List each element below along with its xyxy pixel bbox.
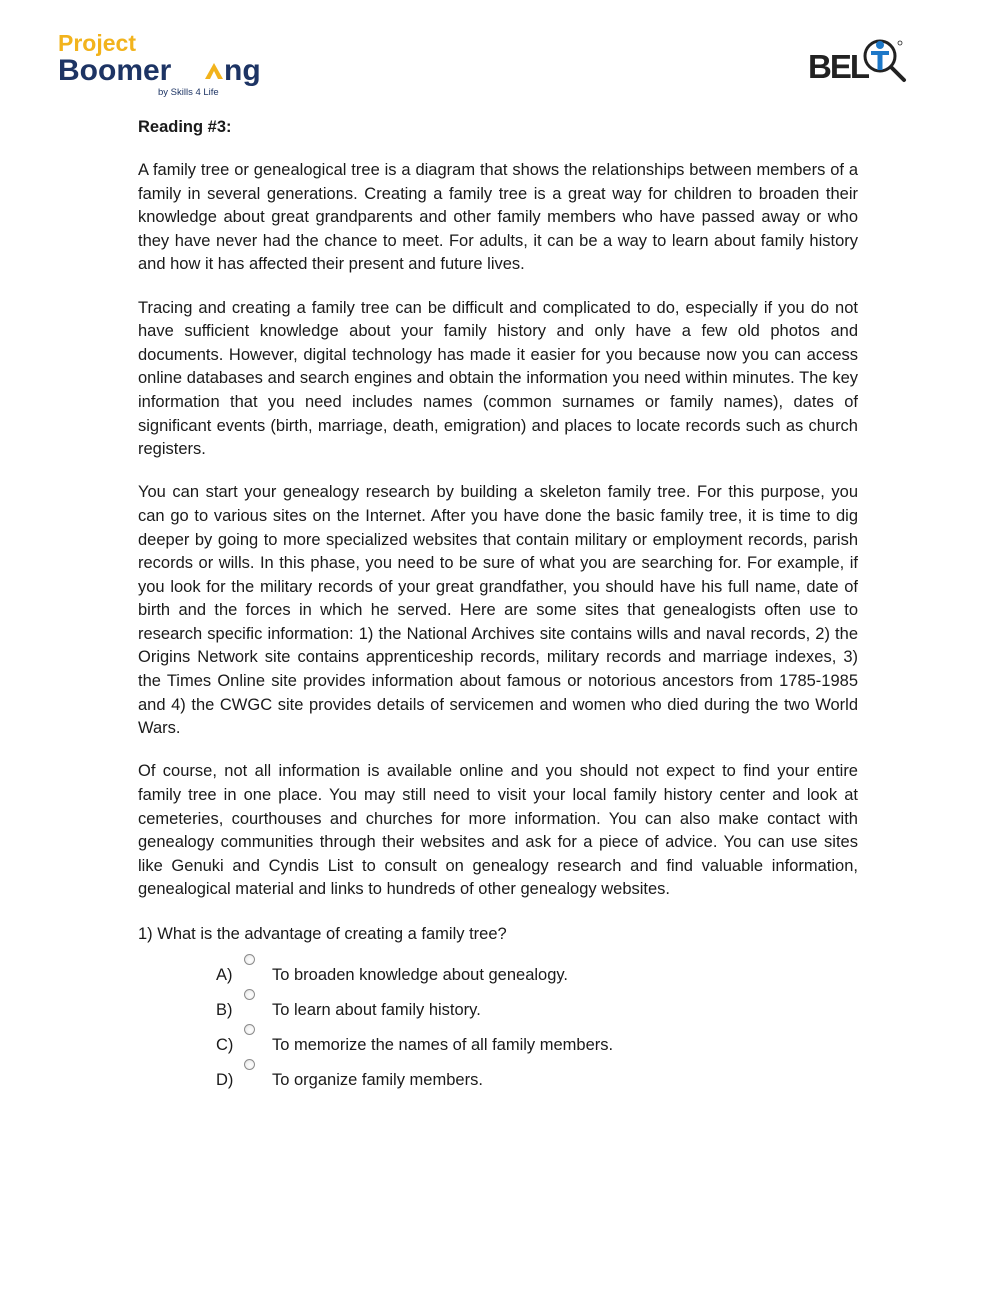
logo-word-project: Project: [58, 30, 136, 56]
logo-word-boomer: Boomer: [58, 54, 172, 87]
option-letter: D): [216, 1070, 234, 1089]
magnifier-handle-icon: [891, 67, 904, 80]
paragraph-1: A family tree or genealogical tree is a diagram that shows the relationships between members of a family in several generations. Creating a family tree is a great way for children to broaden their knowledge about great grandparents and other family members who have passed away or who they have never had the chance to meet. For adults, it can be a way to learn about family history and how it has affected their present and future lives.: [138, 161, 858, 274]
project-boomerang-logo: [58, 30, 268, 100]
belt-logo-text: BEL: [808, 48, 868, 84]
option-b[interactable]: [216, 998, 858, 1033]
radio-button-a[interactable]: [244, 954, 255, 965]
option-letter: A): [216, 965, 233, 984]
person-head-icon: [876, 41, 884, 49]
reading-content: [138, 115, 858, 1103]
option-text: To organize family members.: [272, 1070, 483, 1089]
radio-button-b[interactable]: [244, 989, 255, 1000]
paragraph-3: You can start your genealogy research by building a skeleton family tree. For this purpose, you can go to various sites on the Internet. After you have done the basic family tree, it is time to dig deeper by going to more specialized websites that contain military or employment records, parish records or wills. In this phase, you need to be sure of what you are searching for. For example, if you look for the military records of your great grandfather, you should have his full name, date of birth and the forces in which he served. Here are some sites that genealogists often use to research specific information: 1) the National Archives site contains wills and naval records, 2) the Origins Network site contains apprenticeship records, military records and marriage indexes, 3) the Times Online site provides information about famous or notorious ancestors from 1785-1985 and 4) the CWGC site provides details of servicemen and women who died during the two World Wars.: [138, 483, 858, 738]
radio-button-d[interactable]: [244, 1059, 255, 1070]
option-a[interactable]: [216, 963, 858, 998]
option-c[interactable]: [216, 1033, 858, 1068]
option-text: To broaden knowledge about genealogy.: [272, 965, 569, 984]
question-text: 1) What is the advantage of creating a family tree?: [138, 924, 507, 943]
reading-title: Reading #3:: [138, 118, 232, 136]
person-body-icon: [871, 51, 889, 70]
option-d[interactable]: [216, 1068, 858, 1103]
belt-logo: [808, 34, 912, 84]
paragraph-2: Tracing and creating a family tree can be difficult and complicated to do, especially if you do not have sufficient knowledge about your family history and only have a few old photos and documents. However, digital technology has made it easier for you because now you can access online databases and search engines and obtain the information you need within minutes. The key information that you need includes names (common surnames or family names), dates of significant events (birth, marriage, death, emigration) and places to locate records such as church registers.: [138, 298, 858, 459]
option-text: To learn about family history.: [272, 1000, 481, 1019]
registered-mark-icon: [898, 41, 902, 45]
option-text: To memorize the names of all family members.: [272, 1035, 614, 1054]
boomerang-a-icon: [205, 63, 223, 79]
answer-options: [216, 963, 858, 1103]
paragraph-4: Of course, not all information is available online and you should not expect to find your entire family tree in one place. You may still need to visit your local family history center and look at cemeteries, courthouses and churches for more information. You can also make contact with genealogy communities through their websites and ask for a piece of advice. You can use sites like Genuki and Cyndis List to consult on genealogy research and find valuable information, genealogical material and links to hundreds of other genealogy websites.: [138, 762, 858, 899]
option-letter: B): [216, 1000, 233, 1019]
logo-word-ng: ng: [224, 54, 261, 87]
option-letter: C): [216, 1035, 234, 1054]
radio-button-c[interactable]: [244, 1024, 255, 1035]
logo-tagline: by Skills 4 Life: [158, 87, 219, 98]
